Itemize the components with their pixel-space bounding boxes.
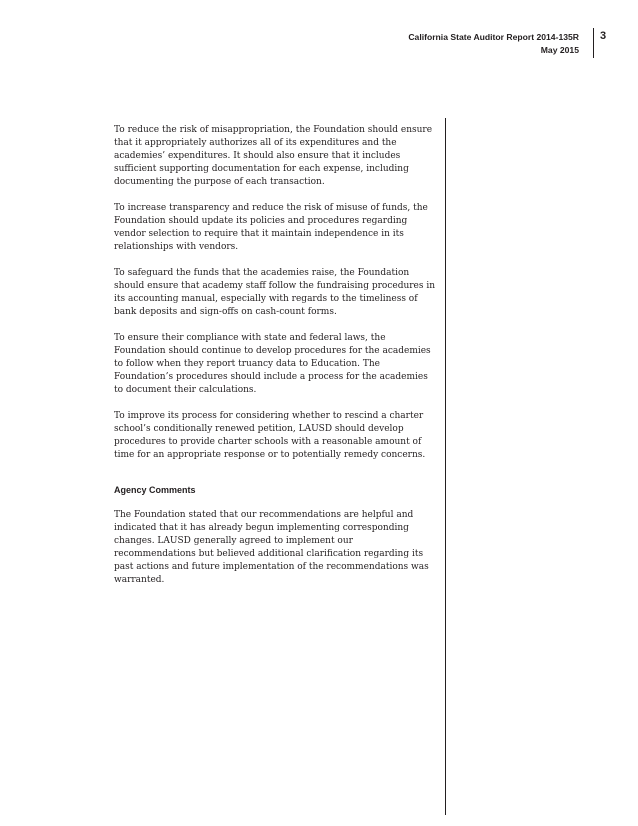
header-divider xyxy=(593,28,594,58)
recommendation-paragraph: To safeguard the funds that the academies raise, the Foundation should ensure that academy staff follow the fundraising procedures in its accounting manual, especially with regards to the timeliness of bank deposits and sign-offs on cash-count forms. xyxy=(114,268,436,317)
recommendation-paragraph: To improve its process for considering whether to rescind a charter school’s conditionally renewed petition, LAUSD should develop procedures to provide charter schools with a reasonable amount of time for an appropriate response or to potentially remedy concerns. xyxy=(114,411,426,460)
report-title: California State Auditor Report 2014-135R xyxy=(408,32,579,42)
page-number: 3 xyxy=(600,30,607,42)
margin-column-divider xyxy=(445,118,446,815)
report-date: May 2015 xyxy=(540,45,579,55)
recommendation-paragraph: To increase transparency and reduce the risk of misuse of funds, the Foundation should update its policies and procedures regarding vendor selection to require that it maintain independence in its relationships with vendors. xyxy=(114,203,428,252)
recommendation-paragraph: To ensure their compliance with state and federal laws, the Foundation should continue to develop procedures for the academies to follow when they report truancy data to Education. The Foundation’s procedures should include a process for the academies to document their calculations. xyxy=(114,333,431,395)
agency-comments-paragraph: The Foundation stated that our recommendations are helpful and indicated that it has already begun implementing corresponding changes. LAUSD generally agreed to implement our recommendations but believed additional clarification regarding its past actions and future implementation of the recommendations was warranted. xyxy=(114,510,429,585)
page-header xyxy=(408,31,579,57)
section-heading: Agency Comments xyxy=(114,485,196,495)
main-text-column xyxy=(114,124,436,600)
recommendation-paragraph: To reduce the risk of misappropriation, the Foundation should ensure that it appropriately authorizes all of its expenditures and the academies’ expenditures. It should also ensure that it includes sufficient supporting documentation for each expense, including documenting the purpose of each transaction. xyxy=(114,125,433,187)
